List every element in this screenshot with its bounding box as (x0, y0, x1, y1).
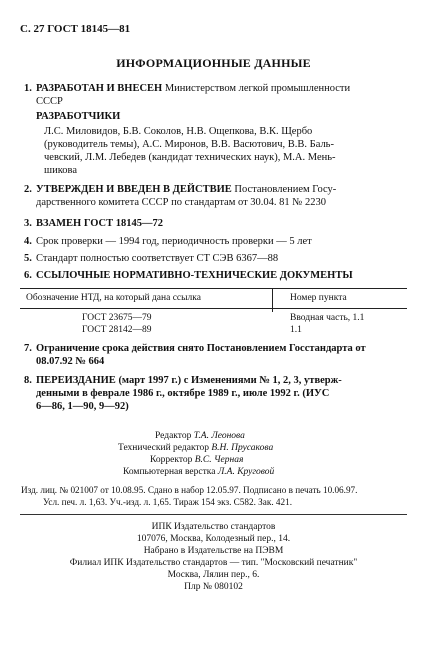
table-cell-item: Вводная часть, 1.1 (290, 313, 365, 323)
section-4 (24, 235, 409, 248)
section-3 (24, 217, 409, 230)
section-number: 6. (24, 270, 32, 281)
editorial-credit (123, 466, 274, 478)
section-label: УТВЕРЖДЕН И ВВЕДЕН В ДЕЙСТВИЕ (36, 184, 232, 195)
publisher-line: 107076, Москва, Колодезный пер., 14. (136, 534, 291, 544)
section-8 (24, 374, 409, 413)
imprint-divider (20, 514, 407, 515)
editorial-credit (118, 442, 273, 454)
developers-line: (руководитель темы), А.С. Миронов, В.В. Васютович, В.В. Баль- (44, 139, 334, 150)
section-text: 08.07.92 № 664 (36, 356, 105, 367)
section-label: ССЫЛОЧНЫЕ НОРМАТИВНО-ТЕХНИЧЕСКИЕ ДОКУМЕНТЫ (36, 270, 353, 281)
developers-label: РАЗРАБОТЧИКИ (36, 111, 121, 122)
section-2 (24, 183, 409, 209)
section-label: РАЗРАБОТАН И ВНЕСЕН (36, 83, 163, 94)
section-label: ВЗАМЕН ГОСТ 18145—72 (36, 218, 164, 229)
editorial-person: Т.А. Леонова (193, 431, 245, 441)
section-text: 6—86, 1—90, 9—92) (36, 401, 129, 412)
section-number: 4. (24, 236, 32, 247)
section-text: дарственного комитета СССР по стандартам от 30.04. 81 № 2230 (36, 197, 326, 208)
section-text: Постановлением Госу- (234, 184, 337, 195)
section-number: 1. (24, 83, 32, 94)
editorial-role: Редактор (155, 431, 192, 441)
editorial-credit (150, 454, 243, 466)
section-text: Стандарт полностью соответствует СТ СЭВ 6367—88 (36, 253, 279, 264)
table-top-rule (20, 288, 407, 289)
section-text: Ограничение срока действия снято Постановлением Госстандарта от (36, 343, 366, 354)
section-number: 3. (24, 218, 32, 229)
section-text: (март 1997 г.) с Изменениями № 1, 2, 3, утверж- (118, 375, 342, 386)
editorial-person: В.С. Черная (194, 455, 244, 465)
table-header-doc: Обозначение НТД, на который дана ссылка (26, 293, 201, 303)
publisher-line: Филиал ИПК Издательство стандартов — тип. "Московский печатник" (69, 558, 358, 568)
section-7 (24, 342, 409, 368)
developers-line: шикова (44, 165, 78, 176)
table-header-item: Номер пункта (290, 293, 347, 303)
publisher-line: Набрано в Издательстве на ПЭВМ (143, 546, 284, 556)
editorial-credit (155, 430, 245, 442)
publisher-line: ИПК Издательство стандартов (151, 522, 276, 532)
section-text: СССР (36, 96, 63, 107)
section-1 (24, 82, 409, 108)
page-header: С. 27 ГОСТ 18145—81 (20, 23, 131, 35)
page-title: ИНФОРМАЦИОННЫЕ ДАННЫЕ (116, 56, 311, 70)
editorial-person: Л.А. Круговой (217, 467, 275, 477)
editorial-role: Технический редактор (118, 443, 209, 453)
section-label: ПЕРЕИЗДАНИЕ (36, 375, 116, 386)
section-text: денными в феврале 1986 г., октябре 1989 г., июле 1992 г. (ИУС (36, 388, 330, 399)
section-text: Министерством легкой промышленности (164, 83, 351, 94)
imprint-line: Изд. лиц. № 021007 от 10.08.95. Сдано в набор 12.05.97. Подписано в печать 10.06.97. (21, 485, 358, 495)
table-cell-doc: ГОСТ 23675—79 (82, 313, 152, 323)
editorial-role: Компьютерная верстка (123, 467, 216, 477)
section-text: Срок проверки — 1994 год, периодичность проверки — 5 лет (36, 236, 312, 247)
developers-list (44, 125, 406, 177)
section-number: 7. (24, 343, 32, 354)
editorial-role: Корректор (150, 455, 193, 465)
table-cell-item: 1.1 (290, 325, 302, 335)
developers-line: Л.С. Миловидов, Б.В. Соколов, Н.В. Ощепкова, В.К. Щербо (44, 126, 313, 137)
table-header-rule (20, 308, 407, 309)
section-number: 2. (24, 184, 32, 195)
publisher-line: Москва, Лялин пер., 6. (167, 570, 260, 580)
section-number: 8. (24, 375, 32, 386)
editorial-person: В.Н. Прусакова (211, 443, 274, 453)
section-5 (24, 252, 409, 265)
section-number: 5. (24, 253, 32, 264)
publisher-line: Плр № 080102 (184, 582, 243, 592)
developers-line: чевский, Л.М. Лебедев (кандидат технических наук), М.А. Мень- (44, 152, 336, 163)
imprint-line: Усл. печ. л. 1,63. Уч.-изд. л. 1,65. Тираж 154 экз. С582. Зак. 421. (43, 497, 292, 507)
table-cell-doc: ГОСТ 28142—89 (82, 325, 152, 335)
section-6 (24, 269, 409, 282)
